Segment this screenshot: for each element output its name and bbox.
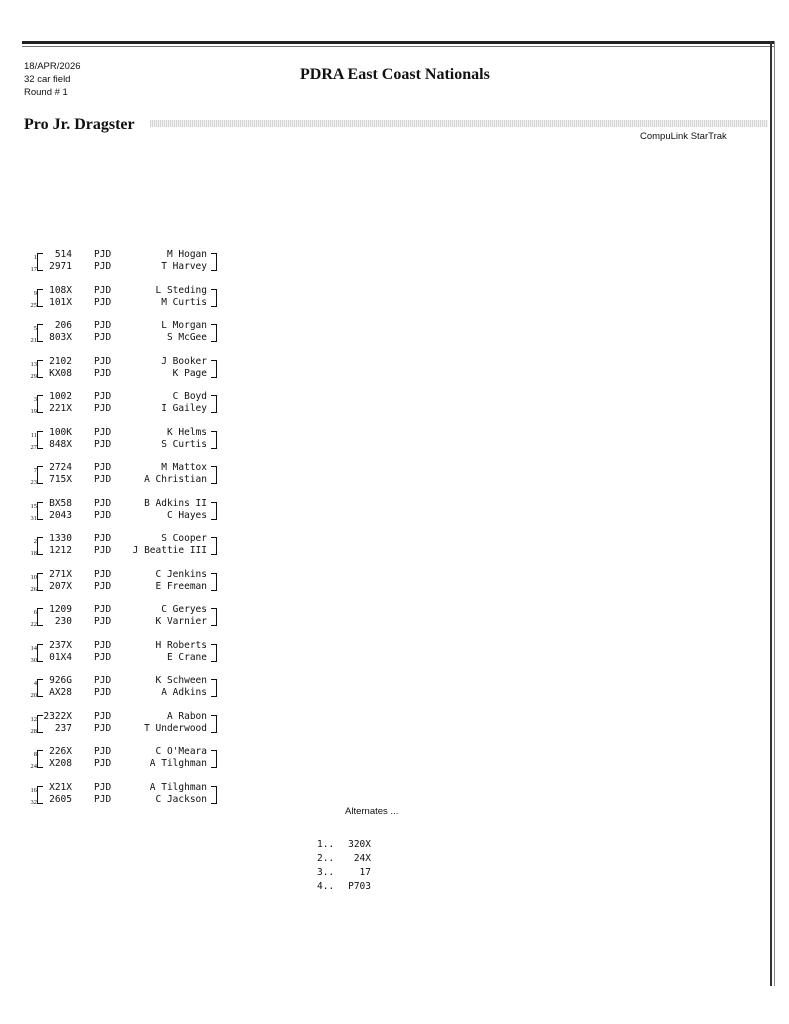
seed: 20 xyxy=(30,692,37,699)
pairing xyxy=(0,711,230,735)
seed: 26 xyxy=(30,585,37,593)
car-number: X208 xyxy=(49,758,72,769)
driver-name: K Schween xyxy=(155,675,207,686)
driver-name: S Cooper xyxy=(161,533,207,544)
car-number: 2724 xyxy=(49,462,72,473)
car-number: 1002 xyxy=(49,391,72,402)
car-number: 206 xyxy=(54,320,72,331)
seed: 10 xyxy=(30,573,37,581)
pairing xyxy=(0,356,230,380)
car-class: PJD xyxy=(94,403,112,414)
seed: 18 xyxy=(30,550,37,557)
pairing xyxy=(0,320,230,344)
alternate-number: 24X xyxy=(353,853,371,864)
alternate-item xyxy=(317,838,397,852)
driver-name: C Jackson xyxy=(155,793,207,805)
driver-name: C Boyd xyxy=(172,391,207,402)
alternate-item xyxy=(317,852,397,866)
car-number: 2043 xyxy=(49,509,72,521)
car-number: 2322X xyxy=(43,710,72,722)
lane-top xyxy=(0,462,230,474)
seed: 30 xyxy=(30,656,37,664)
seed: 13 xyxy=(30,360,37,368)
driver-name: A Tilghman xyxy=(149,758,207,769)
lane-top xyxy=(0,746,230,758)
driver-name: S McGee xyxy=(166,332,207,343)
lane-top xyxy=(0,569,230,581)
car-class: PJD xyxy=(94,568,112,580)
car-number: KX08 xyxy=(49,367,72,379)
car-number: 01X4 xyxy=(49,651,72,663)
driver-name: K Helms xyxy=(166,426,207,438)
right-rule-thin xyxy=(774,41,775,986)
class-title: Pro Jr. Dragster xyxy=(24,116,135,133)
right-rule xyxy=(770,41,772,986)
seed: 15 xyxy=(30,502,37,510)
driver-name: E Crane xyxy=(166,651,207,663)
car-class: PJD xyxy=(94,793,112,805)
driver-name: C O'Meara xyxy=(155,746,207,757)
lane-top xyxy=(0,427,230,439)
seed: 5 xyxy=(33,325,37,332)
seed: 32 xyxy=(30,798,37,806)
vendor-label: CompuLink StarTrak xyxy=(640,131,727,142)
lane-bottom xyxy=(0,297,230,309)
seed: 22 xyxy=(30,621,37,628)
car-class: PJD xyxy=(94,426,112,438)
seed: 19 xyxy=(30,408,37,415)
car-class: PJD xyxy=(94,604,112,615)
car-class: PJD xyxy=(94,261,112,272)
driver-name: S Curtis xyxy=(161,438,207,450)
car-class: PJD xyxy=(94,367,112,379)
lane-bottom xyxy=(0,687,230,699)
car-class: PJD xyxy=(94,391,112,402)
lane-top xyxy=(0,675,230,687)
driver-name: J Booker xyxy=(161,355,207,367)
driver-name: A Tilghman xyxy=(149,781,207,793)
car-number: 2102 xyxy=(49,355,72,367)
driver-name: A Rabon xyxy=(166,710,207,722)
top-rule-thin xyxy=(22,46,774,47)
car-number: BX58 xyxy=(49,497,72,509)
car-class: PJD xyxy=(94,462,112,473)
pairing xyxy=(0,498,230,522)
lane-bottom xyxy=(0,474,230,486)
car-class: PJD xyxy=(94,296,112,308)
car-number: 100K xyxy=(49,426,72,438)
seed: 23 xyxy=(30,479,37,486)
seed: 8 xyxy=(33,751,37,758)
car-number: 226X xyxy=(49,746,72,757)
car-number: 207X xyxy=(49,580,72,592)
car-number: 271X xyxy=(49,568,72,580)
car-number: 1330 xyxy=(49,533,72,544)
driver-name: J Beattie III xyxy=(132,545,207,556)
car-class: PJD xyxy=(94,687,112,698)
lane-top xyxy=(0,320,230,332)
pairing xyxy=(0,675,230,699)
driver-name: M Curtis xyxy=(161,296,207,308)
car-class: PJD xyxy=(94,545,112,556)
alternate-number: 17 xyxy=(359,867,371,878)
car-number: 221X xyxy=(49,403,72,414)
driver-name: M Hogan xyxy=(166,249,207,260)
car-number: 1212 xyxy=(49,545,72,556)
car-number: 848X xyxy=(49,438,72,450)
car-number: 108X xyxy=(49,284,72,296)
car-class: PJD xyxy=(94,497,112,509)
lane-bottom xyxy=(0,545,230,557)
car-number: 926G xyxy=(49,675,72,686)
lane-bottom xyxy=(0,723,230,735)
alternate-number: 320X xyxy=(348,839,371,850)
lane-bottom xyxy=(0,261,230,273)
seed: 12 xyxy=(30,715,37,723)
lane-top xyxy=(0,604,230,616)
class-title-band xyxy=(150,120,768,127)
driver-name: I Gailey xyxy=(161,403,207,414)
seed: 11 xyxy=(30,431,37,439)
car-number: 230 xyxy=(54,616,72,627)
seed: 28 xyxy=(30,727,37,735)
seed: 29 xyxy=(30,372,37,380)
driver-name: C Jenkins xyxy=(155,568,207,580)
field-size: 32 car field xyxy=(24,74,71,85)
driver-name: M Mattox xyxy=(161,462,207,473)
seed: 7 xyxy=(33,467,37,474)
car-number: 715X xyxy=(49,474,72,485)
seed: 21 xyxy=(30,337,37,344)
lane-bottom xyxy=(0,652,230,664)
lane-bottom xyxy=(0,510,230,522)
seed: 17 xyxy=(30,266,37,273)
driver-name: T Harvey xyxy=(161,261,207,272)
pairing xyxy=(0,427,230,451)
car-class: PJD xyxy=(94,758,112,769)
driver-name: A Adkins xyxy=(161,687,207,698)
top-rule xyxy=(22,41,774,44)
car-number: X21X xyxy=(49,781,72,793)
pairing xyxy=(0,285,230,309)
lane-top xyxy=(0,782,230,794)
lane-bottom xyxy=(0,332,230,344)
round-label: Round # 1 xyxy=(24,87,68,98)
seed: 6 xyxy=(33,609,37,616)
car-class: PJD xyxy=(94,710,112,722)
seed: 1 xyxy=(33,254,37,261)
seed: 4 xyxy=(33,680,37,687)
lane-bottom xyxy=(0,403,230,415)
seed: 16 xyxy=(30,786,37,794)
car-class: PJD xyxy=(94,580,112,592)
lane-top xyxy=(0,285,230,297)
car-class: PJD xyxy=(94,320,112,331)
driver-name: T Underwood xyxy=(144,722,207,734)
alternate-item xyxy=(317,880,397,894)
car-class: PJD xyxy=(94,284,112,296)
driver-name: A Christian xyxy=(144,474,207,485)
seed: 14 xyxy=(30,644,37,652)
pairing xyxy=(0,604,230,628)
lane-top xyxy=(0,711,230,723)
header-info xyxy=(24,60,81,99)
pairing xyxy=(0,391,230,415)
car-class: PJD xyxy=(94,474,112,485)
car-class: PJD xyxy=(94,746,112,757)
car-number: 514 xyxy=(54,249,72,260)
alternate-rank: 2.. xyxy=(317,853,335,864)
pairing xyxy=(0,746,230,770)
alternates-title: Alternates ... xyxy=(345,806,399,817)
alternate-item xyxy=(317,866,397,880)
pairing xyxy=(0,569,230,593)
pairings-list xyxy=(0,249,230,817)
driver-name: E Freeman xyxy=(155,580,207,592)
car-number: 237 xyxy=(54,722,72,734)
car-class: PJD xyxy=(94,249,112,260)
driver-name: H Roberts xyxy=(155,639,207,651)
lane-top xyxy=(0,356,230,368)
driver-name: K Page xyxy=(172,367,207,379)
car-class: PJD xyxy=(94,533,112,544)
pairing xyxy=(0,640,230,664)
alternate-rank: 3.. xyxy=(317,867,335,878)
event-title: PDRA East Coast Nationals xyxy=(300,66,490,83)
car-class: PJD xyxy=(94,509,112,521)
driver-name: B Adkins II xyxy=(144,497,207,509)
driver-name: C Hayes xyxy=(166,509,207,521)
lane-top xyxy=(0,498,230,510)
seed: 24 xyxy=(30,763,37,770)
seed: 2 xyxy=(33,538,37,545)
lane-bottom xyxy=(0,794,230,806)
driver-name: L Morgan xyxy=(161,320,207,331)
pairing xyxy=(0,533,230,557)
car-class: PJD xyxy=(94,438,112,450)
alternate-rank: 1.. xyxy=(317,839,335,850)
lane-bottom xyxy=(0,439,230,451)
lane-top xyxy=(0,391,230,403)
car-class: PJD xyxy=(94,355,112,367)
lane-top xyxy=(0,640,230,652)
car-class: PJD xyxy=(94,675,112,686)
car-class: PJD xyxy=(94,616,112,627)
car-class: PJD xyxy=(94,781,112,793)
driver-name: K Varnier xyxy=(155,616,207,627)
lane-bottom xyxy=(0,758,230,770)
car-number: 2971 xyxy=(49,261,72,272)
car-class: PJD xyxy=(94,651,112,663)
lane-top xyxy=(0,533,230,545)
car-class: PJD xyxy=(94,722,112,734)
car-class: PJD xyxy=(94,639,112,651)
car-number: 2605 xyxy=(49,793,72,805)
seed: 27 xyxy=(30,443,37,451)
pairing xyxy=(0,782,230,806)
car-number: 101X xyxy=(49,296,72,308)
event-date: 18/APR/2026 xyxy=(24,61,81,72)
lane-bottom xyxy=(0,368,230,380)
car-number: 803X xyxy=(49,332,72,343)
lane-top xyxy=(0,249,230,261)
seed: 31 xyxy=(30,514,37,522)
car-number: 1209 xyxy=(49,604,72,615)
car-number: AX28 xyxy=(49,687,72,698)
lane-bottom xyxy=(0,616,230,628)
seed: 9 xyxy=(33,289,37,297)
alternates-list xyxy=(317,838,397,894)
alternate-number: P703 xyxy=(348,881,371,892)
driver-name: L Steding xyxy=(155,284,207,296)
alternate-rank: 4.. xyxy=(317,881,335,892)
car-number: 237X xyxy=(49,639,72,651)
driver-name: C Geryes xyxy=(161,604,207,615)
car-class: PJD xyxy=(94,332,112,343)
seed: 3 xyxy=(33,396,37,403)
pairing xyxy=(0,462,230,486)
seed: 25 xyxy=(30,301,37,309)
lane-bottom xyxy=(0,581,230,593)
pairing xyxy=(0,249,230,273)
